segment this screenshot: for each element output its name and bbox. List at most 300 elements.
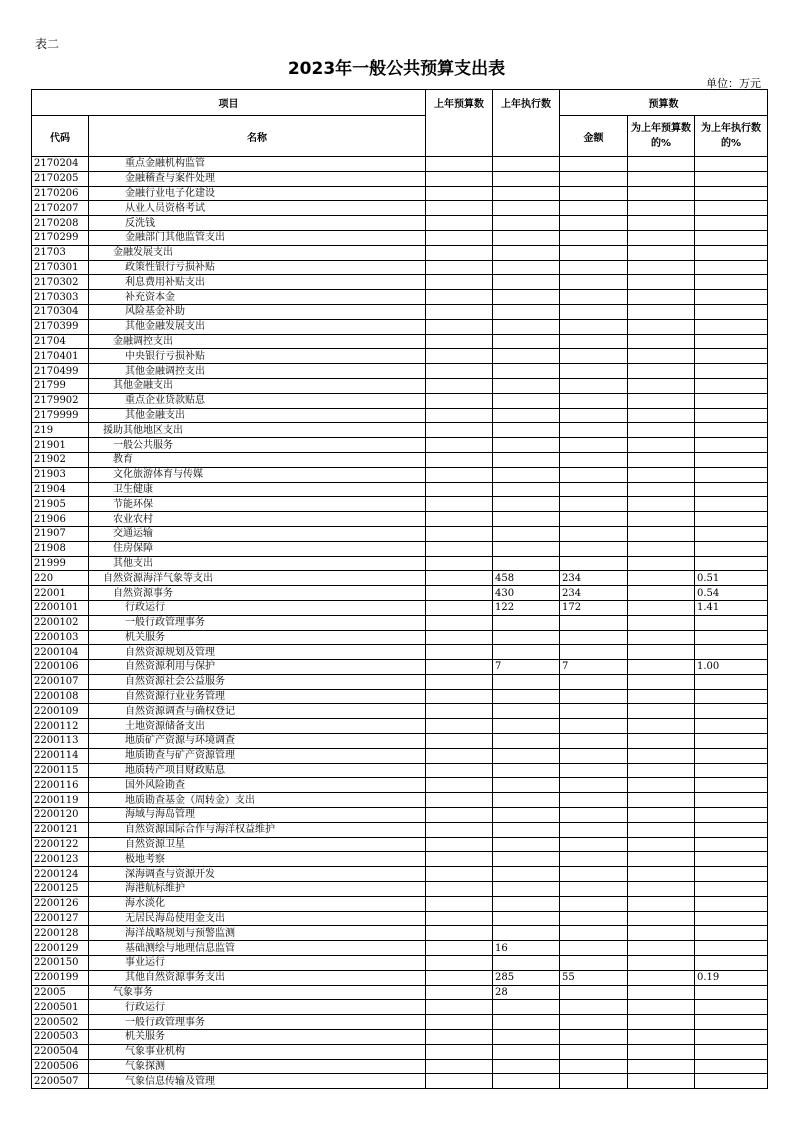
row-amount xyxy=(560,882,628,897)
table-row xyxy=(32,956,768,971)
row-pct-budget xyxy=(628,660,695,675)
table-row xyxy=(32,1074,768,1089)
row-name: 金融行业电子化建设 xyxy=(89,186,426,201)
row-pct-exec xyxy=(695,748,768,763)
row-code: 2170204 xyxy=(32,157,89,172)
row-amount xyxy=(560,1015,628,1030)
row-code: 2200109 xyxy=(32,704,89,719)
row-pct-budget xyxy=(628,630,695,645)
row-last-budget xyxy=(426,423,493,438)
unit-label: 单位：万元 xyxy=(706,77,761,90)
row-pct-budget xyxy=(628,1044,695,1059)
row-pct-budget xyxy=(628,674,695,689)
row-name: 自然资源规划及管理 xyxy=(89,645,426,660)
table-row xyxy=(32,512,768,527)
row-pct-exec xyxy=(695,482,768,497)
row-last-exec xyxy=(493,778,560,793)
row-name: 自然资源利用与保护 xyxy=(89,660,426,675)
table-row xyxy=(32,719,768,734)
header-name: 名称 xyxy=(89,116,426,157)
row-pct-budget xyxy=(628,452,695,467)
row-pct-budget xyxy=(628,512,695,527)
row-pct-budget xyxy=(628,896,695,911)
row-pct-exec xyxy=(695,1044,768,1059)
row-pct-budget xyxy=(628,689,695,704)
table-row xyxy=(32,171,768,186)
row-amount xyxy=(560,541,628,556)
row-last-budget xyxy=(426,1030,493,1045)
row-name: 机关服务 xyxy=(89,630,426,645)
row-amount xyxy=(560,512,628,527)
row-code: 2200199 xyxy=(32,970,89,985)
row-pct-budget xyxy=(628,423,695,438)
row-name: 自然资源海洋气象等支出 xyxy=(89,571,426,586)
row-last-exec xyxy=(493,393,560,408)
row-last-budget xyxy=(426,452,493,467)
row-name: 其他自然资源事务支出 xyxy=(89,970,426,985)
row-pct-budget xyxy=(628,157,695,172)
row-last-budget xyxy=(426,882,493,897)
row-last-budget xyxy=(426,734,493,749)
row-name: 援助其他地区支出 xyxy=(89,423,426,438)
row-last-exec: 458 xyxy=(493,571,560,586)
row-name: 海港航标维护 xyxy=(89,882,426,897)
row-name: 补充资本金 xyxy=(89,290,426,305)
row-name: 极地考察 xyxy=(89,852,426,867)
table-row xyxy=(32,734,768,749)
row-pct-exec xyxy=(695,985,768,1000)
row-amount xyxy=(560,837,628,852)
row-pct-budget xyxy=(628,1030,695,1045)
row-code: 2200506 xyxy=(32,1059,89,1074)
row-name: 金融稽查与案件处理 xyxy=(89,171,426,186)
row-code: 21903 xyxy=(32,467,89,482)
row-pct-exec xyxy=(695,719,768,734)
row-name: 一般行政管理事务 xyxy=(89,615,426,630)
row-name: 自然资源国际合作与海洋权益维护 xyxy=(89,822,426,837)
row-code: 2200124 xyxy=(32,867,89,882)
row-amount xyxy=(560,630,628,645)
row-last-exec xyxy=(493,793,560,808)
row-amount xyxy=(560,171,628,186)
row-last-budget xyxy=(426,216,493,231)
row-last-exec xyxy=(493,556,560,571)
row-last-budget xyxy=(426,852,493,867)
row-name: 文化旅游体育与传媒 xyxy=(89,467,426,482)
row-pct-exec xyxy=(695,275,768,290)
row-code: 2200115 xyxy=(32,763,89,778)
row-last-exec xyxy=(493,896,560,911)
row-amount xyxy=(560,852,628,867)
row-code: 21906 xyxy=(32,512,89,527)
row-name: 气象信息传输及管理 xyxy=(89,1074,426,1089)
row-name: 地质勘查与矿产资源管理 xyxy=(89,748,426,763)
header-budget: 预算数 xyxy=(560,90,768,116)
table-row xyxy=(32,911,768,926)
table-row xyxy=(32,896,768,911)
table-header xyxy=(32,90,768,157)
row-name: 反洗钱 xyxy=(89,216,426,231)
row-code: 21904 xyxy=(32,482,89,497)
row-amount xyxy=(560,674,628,689)
table-row xyxy=(32,645,768,660)
row-last-exec xyxy=(493,674,560,689)
row-last-budget xyxy=(426,364,493,379)
row-amount xyxy=(560,1030,628,1045)
row-last-exec xyxy=(493,467,560,482)
header-pct-budget: 为上年预算数的% xyxy=(628,116,695,157)
row-amount xyxy=(560,186,628,201)
row-pct-budget xyxy=(628,1059,695,1074)
table-row xyxy=(32,216,768,231)
row-amount xyxy=(560,645,628,660)
table-row xyxy=(32,852,768,867)
row-amount xyxy=(560,956,628,971)
row-last-exec xyxy=(493,1059,560,1074)
row-last-exec xyxy=(493,378,560,393)
row-pct-exec: 0.19 xyxy=(695,970,768,985)
row-pct-exec: 0.54 xyxy=(695,586,768,601)
row-amount xyxy=(560,245,628,260)
row-last-budget xyxy=(426,689,493,704)
row-amount xyxy=(560,408,628,423)
row-pct-exec xyxy=(695,926,768,941)
row-pct-budget xyxy=(628,645,695,660)
row-pct-exec xyxy=(695,319,768,334)
row-name: 基础测绘与地理信息监管 xyxy=(89,941,426,956)
row-name: 从业人员资格考试 xyxy=(89,201,426,216)
row-last-budget xyxy=(426,497,493,512)
row-amount xyxy=(560,719,628,734)
row-last-exec xyxy=(493,763,560,778)
row-code: 2170206 xyxy=(32,186,89,201)
table-row xyxy=(32,408,768,423)
row-last-budget xyxy=(426,941,493,956)
row-name: 海域与海岛管理 xyxy=(89,808,426,823)
row-last-budget xyxy=(426,245,493,260)
row-last-budget xyxy=(426,778,493,793)
table-row xyxy=(32,541,768,556)
row-name: 住房保障 xyxy=(89,541,426,556)
row-code: 2200503 xyxy=(32,1030,89,1045)
row-last-exec xyxy=(493,304,560,319)
row-name: 政策性银行亏损补贴 xyxy=(89,260,426,275)
row-name: 深海调查与资源开发 xyxy=(89,867,426,882)
row-last-exec: 430 xyxy=(493,586,560,601)
table-row xyxy=(32,349,768,364)
row-pct-budget xyxy=(628,364,695,379)
row-name: 地质勘查基金（周转金）支出 xyxy=(89,793,426,808)
row-code: 2200106 xyxy=(32,660,89,675)
row-code: 2200122 xyxy=(32,837,89,852)
row-name: 无居民海岛使用金支出 xyxy=(89,911,426,926)
row-amount xyxy=(560,334,628,349)
row-pct-budget xyxy=(628,319,695,334)
table-row xyxy=(32,941,768,956)
row-last-exec xyxy=(493,867,560,882)
row-pct-budget xyxy=(628,704,695,719)
row-last-budget xyxy=(426,1015,493,1030)
row-name: 气象事务 xyxy=(89,985,426,1000)
row-amount xyxy=(560,926,628,941)
row-name: 海水淡化 xyxy=(89,896,426,911)
row-name: 国外风险勘查 xyxy=(89,778,426,793)
row-amount xyxy=(560,319,628,334)
row-pct-budget xyxy=(628,482,695,497)
table-row xyxy=(32,290,768,305)
table-row xyxy=(32,334,768,349)
row-last-budget xyxy=(426,393,493,408)
row-pct-exec xyxy=(695,911,768,926)
row-pct-budget xyxy=(628,882,695,897)
table-row xyxy=(32,763,768,778)
row-pct-exec xyxy=(695,157,768,172)
header-amount: 金额 xyxy=(560,116,628,157)
row-pct-exec xyxy=(695,290,768,305)
row-amount xyxy=(560,763,628,778)
row-last-budget xyxy=(426,1059,493,1074)
row-amount xyxy=(560,275,628,290)
table-row xyxy=(32,704,768,719)
row-name: 地质转产项目财政贴息 xyxy=(89,763,426,778)
row-pct-exec xyxy=(695,304,768,319)
row-last-budget xyxy=(426,1074,493,1089)
row-pct-exec xyxy=(695,186,768,201)
row-last-exec xyxy=(493,882,560,897)
row-amount xyxy=(560,157,628,172)
row-amount xyxy=(560,615,628,630)
table-row xyxy=(32,571,768,586)
table-row xyxy=(32,674,768,689)
row-pct-exec xyxy=(695,541,768,556)
row-pct-exec xyxy=(695,216,768,231)
row-last-exec: 122 xyxy=(493,600,560,615)
row-pct-budget xyxy=(628,393,695,408)
row-code: 2200502 xyxy=(32,1015,89,1030)
row-last-budget xyxy=(426,615,493,630)
row-pct-exec xyxy=(695,467,768,482)
row-last-budget xyxy=(426,600,493,615)
table-row xyxy=(32,275,768,290)
row-amount: 234 xyxy=(560,571,628,586)
row-pct-exec xyxy=(695,778,768,793)
row-name: 金融发展支出 xyxy=(89,245,426,260)
row-last-exec xyxy=(493,186,560,201)
table-row xyxy=(32,497,768,512)
row-last-exec xyxy=(493,275,560,290)
row-last-exec xyxy=(493,1000,560,1015)
row-code: 2170399 xyxy=(32,319,89,334)
row-pct-budget xyxy=(628,734,695,749)
row-pct-exec xyxy=(695,408,768,423)
row-pct-exec xyxy=(695,393,768,408)
budget-table xyxy=(31,89,768,1089)
table-row xyxy=(32,867,768,882)
row-last-budget xyxy=(426,290,493,305)
row-code: 21901 xyxy=(32,438,89,453)
row-code: 2170301 xyxy=(32,260,89,275)
row-amount xyxy=(560,1044,628,1059)
row-last-budget xyxy=(426,275,493,290)
row-amount xyxy=(560,1059,628,1074)
row-code: 2200507 xyxy=(32,1074,89,1089)
row-last-exec xyxy=(493,157,560,172)
table-row xyxy=(32,526,768,541)
row-last-exec xyxy=(493,704,560,719)
row-name: 利息费用补贴支出 xyxy=(89,275,426,290)
row-last-exec xyxy=(493,956,560,971)
row-pct-exec xyxy=(695,201,768,216)
row-pct-exec xyxy=(695,349,768,364)
row-amount xyxy=(560,734,628,749)
row-last-budget xyxy=(426,349,493,364)
row-amount xyxy=(560,808,628,823)
row-last-exec xyxy=(493,290,560,305)
table-row xyxy=(32,438,768,453)
row-last-budget xyxy=(426,763,493,778)
table-row xyxy=(32,778,768,793)
row-last-budget xyxy=(426,526,493,541)
row-pct-budget xyxy=(628,941,695,956)
row-amount xyxy=(560,364,628,379)
row-amount xyxy=(560,260,628,275)
row-pct-budget xyxy=(628,970,695,985)
row-name: 卫生健康 xyxy=(89,482,426,497)
row-amount xyxy=(560,438,628,453)
table-row xyxy=(32,556,768,571)
row-name: 农业农村 xyxy=(89,512,426,527)
row-pct-budget xyxy=(628,201,695,216)
row-pct-exec xyxy=(695,645,768,660)
row-amount xyxy=(560,941,628,956)
row-last-budget xyxy=(426,438,493,453)
table-row xyxy=(32,467,768,482)
row-code: 2200104 xyxy=(32,645,89,660)
row-last-budget xyxy=(426,467,493,482)
row-amount: 55 xyxy=(560,970,628,985)
row-code: 2200103 xyxy=(32,630,89,645)
row-code: 2170304 xyxy=(32,304,89,319)
row-name: 金融调控支出 xyxy=(89,334,426,349)
row-code: 2200150 xyxy=(32,956,89,971)
row-pct-budget xyxy=(628,837,695,852)
row-pct-budget xyxy=(628,556,695,571)
row-last-exec xyxy=(493,926,560,941)
row-pct-budget xyxy=(628,245,695,260)
row-name: 其他金融支出 xyxy=(89,378,426,393)
row-pct-exec xyxy=(695,882,768,897)
table-row xyxy=(32,586,768,601)
row-last-budget xyxy=(426,793,493,808)
row-amount xyxy=(560,822,628,837)
row-pct-budget xyxy=(628,748,695,763)
row-pct-exec xyxy=(695,452,768,467)
row-amount: 234 xyxy=(560,586,628,601)
row-pct-budget xyxy=(628,1074,695,1089)
row-pct-budget xyxy=(628,304,695,319)
row-name: 重点企业贷款贴息 xyxy=(89,393,426,408)
row-pct-exec xyxy=(695,438,768,453)
row-last-exec: 28 xyxy=(493,985,560,1000)
row-last-exec xyxy=(493,1044,560,1059)
row-last-exec xyxy=(493,911,560,926)
row-pct-exec xyxy=(695,1074,768,1089)
row-pct-exec xyxy=(695,378,768,393)
row-code: 2200112 xyxy=(32,719,89,734)
row-amount xyxy=(560,526,628,541)
table-row xyxy=(32,1000,768,1015)
row-code: 21908 xyxy=(32,541,89,556)
row-last-exec: 16 xyxy=(493,941,560,956)
row-name: 自然资源行业业务管理 xyxy=(89,689,426,704)
row-amount xyxy=(560,911,628,926)
row-last-budget xyxy=(426,512,493,527)
row-code: 2200501 xyxy=(32,1000,89,1015)
row-last-budget xyxy=(426,660,493,675)
row-pct-exec xyxy=(695,763,768,778)
row-name: 地质矿产资源与环境调查 xyxy=(89,734,426,749)
table-row xyxy=(32,689,768,704)
row-last-exec xyxy=(493,734,560,749)
row-code: 22001 xyxy=(32,586,89,601)
row-pct-exec: 0.51 xyxy=(695,571,768,586)
row-last-budget xyxy=(426,482,493,497)
row-name: 自然资源调查与确权登记 xyxy=(89,704,426,719)
row-code: 2200101 xyxy=(32,600,89,615)
row-code: 2170401 xyxy=(32,349,89,364)
row-pct-exec xyxy=(695,423,768,438)
row-last-budget xyxy=(426,541,493,556)
row-last-exec xyxy=(493,808,560,823)
row-last-exec xyxy=(493,541,560,556)
table-row xyxy=(32,304,768,319)
row-amount xyxy=(560,793,628,808)
row-last-exec xyxy=(493,334,560,349)
row-pct-exec xyxy=(695,512,768,527)
row-code: 2200119 xyxy=(32,793,89,808)
row-amount xyxy=(560,378,628,393)
row-pct-budget xyxy=(628,600,695,615)
row-last-exec xyxy=(493,260,560,275)
table-number-label: 表二 xyxy=(35,37,60,51)
table-body xyxy=(32,157,768,1089)
header-code: 代码 xyxy=(32,116,89,157)
row-code: 21799 xyxy=(32,378,89,393)
row-last-budget xyxy=(426,719,493,734)
row-pct-budget xyxy=(628,349,695,364)
row-pct-budget xyxy=(628,615,695,630)
row-pct-exec xyxy=(695,171,768,186)
table-row xyxy=(32,793,768,808)
row-last-exec xyxy=(493,837,560,852)
row-last-exec xyxy=(493,245,560,260)
row-pct-budget xyxy=(628,438,695,453)
row-amount xyxy=(560,230,628,245)
row-code: 2200123 xyxy=(32,852,89,867)
row-last-exec xyxy=(493,319,560,334)
row-last-budget xyxy=(426,1000,493,1015)
table-row xyxy=(32,970,768,985)
row-pct-exec xyxy=(695,941,768,956)
row-pct-exec: 1.00 xyxy=(695,660,768,675)
row-name: 其他金融发展支出 xyxy=(89,319,426,334)
row-pct-budget xyxy=(628,541,695,556)
row-amount xyxy=(560,423,628,438)
table-row xyxy=(32,630,768,645)
row-last-exec xyxy=(493,719,560,734)
row-amount: 7 xyxy=(560,660,628,675)
row-name: 自然资源卫星 xyxy=(89,837,426,852)
